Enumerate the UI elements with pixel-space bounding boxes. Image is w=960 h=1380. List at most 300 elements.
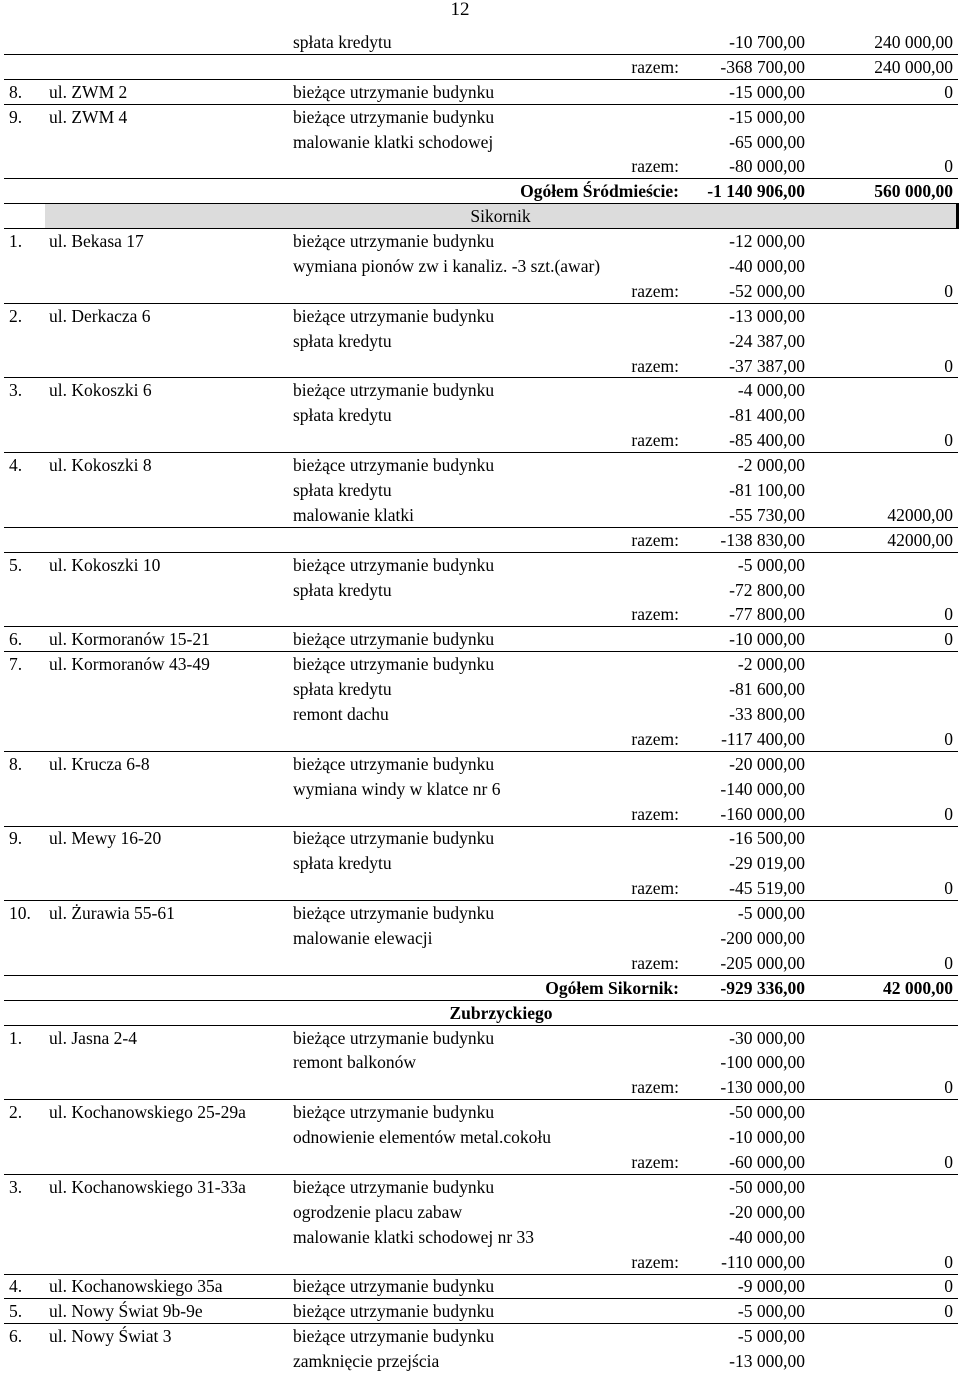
sum-cell <box>810 1100 958 1125</box>
subtotal-sum: 0 <box>810 353 958 378</box>
amount-cell: -10 000,00 <box>729 1127 805 1148</box>
table-row <box>5 1174 958 1199</box>
row-number <box>5 1125 45 1150</box>
row-number <box>5 677 45 702</box>
subtotal-sum: 0 <box>810 278 958 303</box>
subtotal-sum: 0 <box>810 801 958 826</box>
work-description: bieżące utrzymanie budynku <box>293 305 495 326</box>
subtotal-row <box>5 278 958 303</box>
row-number <box>5 1349 45 1374</box>
total-sum: 42 000,00 <box>810 975 958 1000</box>
subtotal-lp-cell <box>5 975 45 1000</box>
row-number: 9. <box>9 106 23 127</box>
amount-cell: -5 000,00 <box>737 903 805 924</box>
table-row <box>5 826 958 851</box>
table-row <box>5 328 958 353</box>
page-number: 12 <box>450 0 470 20</box>
subtotal-lp-cell <box>5 154 45 179</box>
subtotal-sum: 0 <box>810 1150 958 1175</box>
subtotal-lp-cell <box>5 1249 45 1274</box>
table-row <box>5 652 958 677</box>
subtotal-row <box>5 1075 958 1100</box>
table-row <box>5 478 958 503</box>
row-number <box>5 403 45 428</box>
amount-cell: -40 000,00 <box>729 1226 805 1247</box>
work-description: spłata kredytu <box>293 579 392 600</box>
amount-cell: -20 000,00 <box>729 753 805 774</box>
building-address: ul. Kokoszki 8 <box>49 455 152 476</box>
subtotal-amount: -85 400,00 <box>684 428 810 453</box>
total-amount: -1 140 906,00 <box>684 179 810 204</box>
work-description: wymiana pionów zw i kanaliz. -3 szt.(awar) <box>293 255 601 276</box>
row-number <box>5 702 45 727</box>
building-address <box>45 1050 289 1075</box>
table-row <box>5 1324 958 1349</box>
row-number <box>5 926 45 951</box>
sum-cell: 0 <box>810 1299 958 1324</box>
work-description: bieżące utrzymanie budynku <box>289 1274 684 1299</box>
subtotal-row <box>5 1249 958 1274</box>
sum-cell <box>810 254 958 279</box>
sum-cell <box>810 1224 958 1249</box>
amount-cell: -13 000,00 <box>729 305 805 326</box>
subtotal-row <box>5 801 958 826</box>
subtotal-sum: 0 <box>810 154 958 179</box>
sum-cell <box>810 926 958 951</box>
subtotal-amount: -80 000,00 <box>684 154 810 179</box>
subtotal-lp-cell <box>5 179 45 204</box>
table-row <box>5 453 958 478</box>
subtotal-amount: -60 000,00 <box>684 1150 810 1175</box>
row-number: 5. <box>9 554 23 575</box>
table-row <box>5 552 958 577</box>
work-description: bieżące utrzymanie budynku <box>293 231 495 252</box>
work-description: bieżące utrzymanie budynku <box>289 627 684 652</box>
section-lp-cell <box>5 204 45 229</box>
subtotal-row <box>5 154 958 179</box>
row-number <box>5 129 45 154</box>
table-row <box>5 1025 958 1050</box>
subtotal-amount: -110 000,00 <box>684 1249 810 1274</box>
work-description: spłata kredytu <box>293 853 392 874</box>
building-address <box>45 926 289 951</box>
building-address <box>45 328 289 353</box>
work-description: bieżące utrzymanie budynku <box>293 455 495 476</box>
amount-cell: -72 800,00 <box>729 579 805 600</box>
work-description: bieżące utrzymanie budynku <box>293 828 495 849</box>
sum-cell <box>810 328 958 353</box>
building-address: ul. Mewy 16-20 <box>49 828 162 849</box>
amount-cell: -55 730,00 <box>684 502 810 527</box>
building-address <box>45 776 289 801</box>
work-description: remont dachu <box>293 703 389 724</box>
total-row <box>5 975 958 1000</box>
amount-cell: -140 000,00 <box>720 778 805 799</box>
sum-cell <box>810 303 958 328</box>
row-number <box>5 577 45 602</box>
table-row <box>5 1199 958 1224</box>
building-address: ul. Kokoszki 6 <box>49 380 152 401</box>
building-address <box>45 851 289 876</box>
subtotal-label: razem: <box>45 726 684 751</box>
sum-cell <box>810 403 958 428</box>
section-lp-cell <box>5 1000 45 1025</box>
building-address: ul. Kormoranów 15-21 <box>45 627 289 652</box>
total-row <box>5 179 958 204</box>
building-address: ul. Nowy Świat 9b-9e <box>45 1299 289 1324</box>
sum-cell <box>810 751 958 776</box>
row-number <box>5 502 45 527</box>
sum-cell <box>810 1125 958 1150</box>
building-address <box>45 677 289 702</box>
row-number: 2. <box>9 305 23 326</box>
work-description: malowanie klatki <box>289 502 684 527</box>
work-description: odnowienie elementów metal.cokołu <box>293 1127 552 1148</box>
work-description: ogrodzenie placu zabaw <box>293 1201 463 1222</box>
subtotal-label: razem: <box>45 353 684 378</box>
sum-cell <box>810 776 958 801</box>
sum-cell <box>810 901 958 926</box>
sum-cell <box>810 702 958 727</box>
table-row <box>5 776 958 801</box>
subtotal-amount: -205 000,00 <box>684 950 810 975</box>
sum-cell <box>810 1025 958 1050</box>
row-number <box>5 1199 45 1224</box>
building-address <box>45 502 289 527</box>
subtotal-amount: -138 830,00 <box>684 527 810 552</box>
row-number: 6. <box>9 1326 23 1347</box>
row-number: 8. <box>9 753 23 774</box>
building-address: ul. Kormoranów 43-49 <box>49 654 210 675</box>
row-number: 6. <box>5 627 45 652</box>
building-address: ul. ZWM 4 <box>49 106 128 127</box>
subtotal-lp-cell <box>5 353 45 378</box>
subtotal-lp-cell <box>5 602 45 627</box>
building-address: ul. Jasna 2-4 <box>49 1027 137 1048</box>
work-description: malowanie elewacji <box>293 928 433 948</box>
amount-cell: -50 000,00 <box>729 1102 805 1123</box>
subtotal-amount: -160 000,00 <box>684 801 810 826</box>
table-row <box>5 79 958 104</box>
table-row <box>5 104 958 129</box>
sum-cell <box>810 826 958 851</box>
sum-cell <box>810 552 958 577</box>
subtotal-lp-cell <box>5 1075 45 1100</box>
building-address <box>45 577 289 602</box>
table-row <box>5 254 958 279</box>
amount-cell: -5 000,00 <box>684 1299 810 1324</box>
table-row <box>5 677 958 702</box>
table-row <box>5 1100 958 1125</box>
budget-table-body <box>5 30 958 1374</box>
building-address <box>45 1125 289 1150</box>
building-address <box>45 129 289 154</box>
sum-cell <box>810 104 958 129</box>
amount-cell: -10 700,00 <box>684 30 810 55</box>
work-description: wymiana windy w klatce nr 6 <box>293 778 501 799</box>
table-row <box>5 1349 958 1374</box>
subtotal-amount: -77 800,00 <box>684 602 810 627</box>
sum-cell <box>810 478 958 503</box>
subtotal-row <box>5 428 958 453</box>
row-number <box>5 851 45 876</box>
subtotal-row <box>5 726 958 751</box>
amount-cell: -16 500,00 <box>729 828 805 849</box>
subtotal-label: razem: <box>45 154 684 179</box>
amount-cell: -2 000,00 <box>737 455 805 476</box>
subtotal-lp-cell <box>5 950 45 975</box>
subtotal-sum: 0 <box>810 1249 958 1274</box>
subtotal-label: razem: <box>45 950 684 975</box>
table-row <box>5 403 958 428</box>
subtotal-row <box>5 54 958 79</box>
amount-cell: -15 000,00 <box>684 79 810 104</box>
subtotal-sum: 0 <box>810 876 958 901</box>
subtotal-amount: -52 000,00 <box>684 278 810 303</box>
row-number: 3. <box>9 1176 23 1197</box>
row-number: 5. <box>5 1299 45 1324</box>
table-row <box>5 901 958 926</box>
subtotal-row <box>5 1150 958 1175</box>
section-title: Zubrzyckiego <box>45 1000 958 1025</box>
building-address: ul. Nowy Świat 3 <box>49 1326 172 1347</box>
amount-cell: -4 000,00 <box>737 380 805 401</box>
sum-cell: 0 <box>810 1274 958 1299</box>
work-description: bieżące utrzymanie budynku <box>293 1326 495 1347</box>
building-address <box>45 403 289 428</box>
subtotal-row <box>5 950 958 975</box>
subtotal-label: razem: <box>45 428 684 453</box>
row-number <box>5 1050 45 1075</box>
subtotal-label: razem: <box>45 1075 684 1100</box>
building-address <box>45 30 289 55</box>
amount-cell: -100 000,00 <box>720 1052 805 1073</box>
work-description: spłata kredytu <box>293 405 392 426</box>
sum-cell: 0 <box>810 627 958 652</box>
work-description: bieżące utrzymanie budynku <box>293 654 495 675</box>
row-number: 8. <box>5 79 45 104</box>
work-description: spłata kredytu <box>293 330 392 351</box>
amount-cell: -15 000,00 <box>729 106 805 127</box>
work-description: malowanie klatki schodowej nr 33 <box>293 1226 535 1247</box>
table-row <box>5 129 958 154</box>
subtotal-amount: -130 000,00 <box>684 1075 810 1100</box>
amount-cell: -200 000,00 <box>720 928 805 948</box>
row-number <box>5 1224 45 1249</box>
building-address <box>45 254 289 279</box>
subtotal-lp-cell <box>5 726 45 751</box>
table-row <box>5 926 958 951</box>
amount-cell: -20 000,00 <box>729 1201 805 1222</box>
row-number <box>5 30 45 55</box>
amount-cell: -30 000,00 <box>729 1027 805 1048</box>
sum-cell <box>810 652 958 677</box>
row-number: 4. <box>9 455 23 476</box>
row-number: 1. <box>9 1027 23 1048</box>
row-number: 10. <box>9 903 31 924</box>
amount-cell: -5 000,00 <box>737 1326 805 1347</box>
work-description: zamknięcie przejścia <box>293 1351 440 1372</box>
amount-cell: -10 000,00 <box>684 627 810 652</box>
work-description: bieżące utrzymanie budynku <box>293 753 495 774</box>
building-address <box>45 1349 289 1374</box>
subtotal-label: razem: <box>45 54 684 79</box>
total-amount: -929 336,00 <box>684 975 810 1000</box>
amount-cell: -2 000,00 <box>737 654 805 675</box>
subtotal-sum: 0 <box>810 428 958 453</box>
subtotal-row <box>5 602 958 627</box>
table-row <box>5 303 958 328</box>
sum-cell <box>810 129 958 154</box>
subtotal-sum: 0 <box>810 726 958 751</box>
building-address: ul. Derkacza 6 <box>49 305 151 326</box>
table-row <box>5 1224 958 1249</box>
work-description: spłata kredytu <box>293 479 392 500</box>
sum-cell <box>810 229 958 254</box>
subtotal-row <box>5 876 958 901</box>
subtotal-label: razem: <box>45 801 684 826</box>
subtotal-lp-cell <box>5 278 45 303</box>
amount-cell: -81 400,00 <box>729 405 805 426</box>
work-description: bieżące utrzymanie budynku <box>293 1102 495 1123</box>
work-description: remont balkonów <box>293 1052 416 1073</box>
building-address: ul. ZWM 2 <box>45 79 289 104</box>
subtotal-row <box>5 527 958 552</box>
amount-cell: -29 019,00 <box>729 853 805 874</box>
subtotal-lp-cell <box>5 801 45 826</box>
row-number <box>5 328 45 353</box>
subtotal-lp-cell <box>5 1150 45 1175</box>
amount-cell: -50 000,00 <box>729 1176 805 1197</box>
building-address <box>45 1224 289 1249</box>
subtotal-lp-cell <box>5 876 45 901</box>
subtotal-lp-cell <box>5 54 45 79</box>
building-address: ul. Kochanowskiego 35a <box>45 1274 289 1299</box>
table-row <box>5 577 958 602</box>
work-description: malowanie klatki schodowej <box>293 131 494 152</box>
row-number <box>5 776 45 801</box>
work-description: bieżące utrzymanie budynku <box>293 106 495 127</box>
work-description: bieżące utrzymanie budynku <box>289 1299 684 1324</box>
work-description: bieżące utrzymanie budynku <box>293 380 495 401</box>
amount-cell: -13 000,00 <box>729 1351 805 1372</box>
sum-cell: 240 000,00 <box>810 30 958 55</box>
table-row <box>5 751 958 776</box>
table-row <box>5 627 958 652</box>
amount-cell: -5 000,00 <box>737 554 805 575</box>
sum-cell <box>810 677 958 702</box>
row-number: 4. <box>5 1274 45 1299</box>
row-number: 2. <box>9 1102 23 1123</box>
building-address: ul. Bekasa 17 <box>49 231 144 252</box>
sum-cell <box>810 851 958 876</box>
sum-cell <box>810 1324 958 1349</box>
table-row <box>5 1299 958 1324</box>
work-description: bieżące utrzymanie budynku <box>293 1176 495 1197</box>
subtotal-label: razem: <box>45 876 684 901</box>
sum-cell <box>810 577 958 602</box>
amount-cell: -40 000,00 <box>729 255 805 276</box>
work-description: bieżące utrzymanie budynku <box>293 903 495 924</box>
table-row <box>5 1274 958 1299</box>
sum-cell <box>810 453 958 478</box>
sum-cell <box>810 1349 958 1374</box>
subtotal-row <box>5 353 958 378</box>
subtotal-amount: -368 700,00 <box>684 54 810 79</box>
subtotal-amount: -37 387,00 <box>684 353 810 378</box>
budget-table <box>4 29 959 1374</box>
building-address: ul. Krucza 6-8 <box>49 753 150 774</box>
table-row <box>5 30 958 55</box>
row-number <box>5 478 45 503</box>
amount-cell: -81 600,00 <box>729 679 805 700</box>
table-row <box>5 702 958 727</box>
total-sum: 560 000,00 <box>810 179 958 204</box>
subtotal-sum: 0 <box>810 1075 958 1100</box>
row-number <box>5 254 45 279</box>
work-description: bieżące utrzymanie budynku <box>293 1027 495 1048</box>
subtotal-label: razem: <box>45 1150 684 1175</box>
building-address <box>45 702 289 727</box>
row-number: 9. <box>9 828 23 849</box>
building-address: ul. Kochanowskiego 31-33a <box>49 1176 246 1197</box>
subtotal-label: razem: <box>45 602 684 627</box>
sum-cell: 42000,00 <box>810 502 958 527</box>
work-description: spłata kredytu <box>289 30 684 55</box>
table-row <box>5 1050 958 1075</box>
row-number: 7. <box>9 654 23 675</box>
amount-cell: -24 387,00 <box>729 330 805 351</box>
row-number: 1. <box>9 231 23 252</box>
sum-cell <box>810 378 958 403</box>
total-label: Ogółem Sikornik: <box>45 975 684 1000</box>
total-label: Ogółem Śródmieście: <box>45 179 684 204</box>
row-number: 3. <box>9 380 23 401</box>
subtotal-lp-cell <box>5 428 45 453</box>
sum-cell: 0 <box>810 79 958 104</box>
table-row <box>5 229 958 254</box>
sum-cell <box>810 1199 958 1224</box>
subtotal-sum: 240 000,00 <box>810 54 958 79</box>
table-row <box>5 851 958 876</box>
building-address <box>45 478 289 503</box>
subtotal-label: razem: <box>45 278 684 303</box>
building-address <box>45 1199 289 1224</box>
amount-cell: -81 100,00 <box>729 479 805 500</box>
subtotal-label: razem: <box>45 527 684 552</box>
subtotal-sum: 0 <box>810 602 958 627</box>
section-title: Sikornik <box>45 204 958 229</box>
building-address: ul. Kokoszki 10 <box>49 554 161 575</box>
building-address: ul. Żurawia 55-61 <box>49 903 175 924</box>
building-address: ul. Kochanowskiego 25-29a <box>49 1102 246 1123</box>
amount-cell: -12 000,00 <box>729 231 805 252</box>
work-description: bieżące utrzymanie budynku <box>289 79 684 104</box>
amount-cell: -9 000,00 <box>684 1274 810 1299</box>
section-header-row <box>5 204 958 229</box>
subtotal-label: razem: <box>45 1249 684 1274</box>
work-description: spłata kredytu <box>293 679 392 700</box>
subtotal-sum: 42000,00 <box>810 527 958 552</box>
subtotal-lp-cell <box>5 527 45 552</box>
section-header-row <box>5 1000 958 1025</box>
subtotal-amount: -117 400,00 <box>684 726 810 751</box>
sum-cell <box>810 1050 958 1075</box>
subtotal-amount: -45 519,00 <box>684 876 810 901</box>
table-row <box>5 378 958 403</box>
amount-cell: -65 000,00 <box>729 131 805 152</box>
table-row <box>5 502 958 527</box>
